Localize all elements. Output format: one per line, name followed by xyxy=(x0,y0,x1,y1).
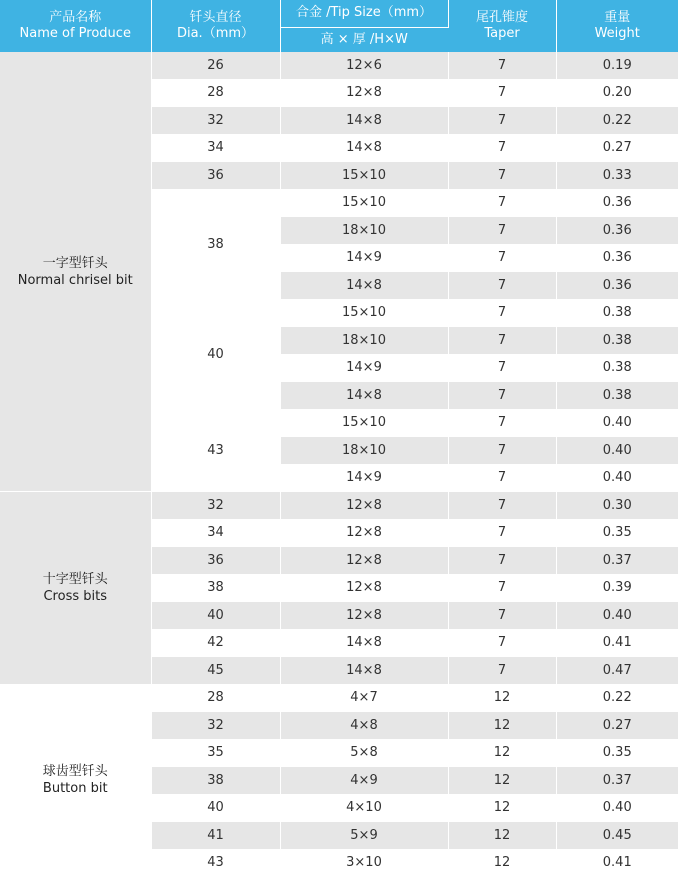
taper-cell: 7 xyxy=(448,464,556,492)
taper-cell: 7 xyxy=(448,244,556,272)
tip-cell: 4×7 xyxy=(280,684,448,712)
weight-cell: 0.36 xyxy=(556,272,678,300)
taper-cell: 7 xyxy=(448,382,556,410)
dia-cell: 41 xyxy=(151,822,280,850)
taper-cell: 7 xyxy=(448,657,556,685)
taper-cell: 12 xyxy=(448,739,556,767)
table-row xyxy=(0,684,678,712)
product-name-cross xyxy=(0,492,151,685)
taper-cell: 7 xyxy=(448,134,556,162)
product-name-button xyxy=(0,684,151,877)
taper-cell: 7 xyxy=(448,354,556,382)
tip-cell: 12×8 xyxy=(280,602,448,630)
weight-cell: 0.30 xyxy=(556,492,678,520)
taper-cell: 7 xyxy=(448,629,556,657)
weight-cell: 0.40 xyxy=(556,602,678,630)
taper-cell: 12 xyxy=(448,822,556,850)
table-row xyxy=(0,492,678,520)
weight-cell: 0.27 xyxy=(556,712,678,740)
taper-cell: 7 xyxy=(448,547,556,575)
tip-cell: 14×8 xyxy=(280,272,448,300)
weight-cell: 0.40 xyxy=(556,794,678,822)
header-taper xyxy=(448,0,556,52)
dia-cell: 43 xyxy=(151,409,280,492)
product-name-cn: 一字型钎头 xyxy=(0,255,151,272)
tip-cell: 14×9 xyxy=(280,354,448,382)
taper-cell: 7 xyxy=(448,52,556,79)
header-weight-cn: 重量 xyxy=(557,10,678,26)
dia-cell: 26 xyxy=(151,52,280,79)
tip-cell: 5×8 xyxy=(280,739,448,767)
product-name-chisel xyxy=(0,52,151,492)
dia-cell: 34 xyxy=(151,519,280,547)
weight-cell: 0.40 xyxy=(556,437,678,465)
weight-cell: 0.38 xyxy=(556,299,678,327)
table-row xyxy=(0,52,678,79)
weight-cell: 0.35 xyxy=(556,739,678,767)
taper-cell: 7 xyxy=(448,79,556,107)
tip-cell: 14×8 xyxy=(280,382,448,410)
weight-cell: 0.36 xyxy=(556,189,678,217)
dia-cell: 36 xyxy=(151,162,280,190)
weight-cell: 0.40 xyxy=(556,464,678,492)
taper-cell: 7 xyxy=(448,409,556,437)
tip-cell: 12×8 xyxy=(280,547,448,575)
weight-cell: 0.38 xyxy=(556,327,678,355)
tip-cell: 18×10 xyxy=(280,217,448,245)
header-taper-en: Taper xyxy=(449,26,556,42)
weight-cell: 0.47 xyxy=(556,657,678,685)
dia-cell: 45 xyxy=(151,657,280,685)
taper-cell: 12 xyxy=(448,767,556,795)
taper-cell: 7 xyxy=(448,272,556,300)
dia-cell: 35 xyxy=(151,739,280,767)
product-name-en: Normal chrisel bit xyxy=(0,272,151,289)
dia-cell: 28 xyxy=(151,684,280,712)
taper-cell: 7 xyxy=(448,602,556,630)
weight-cell: 0.38 xyxy=(556,382,678,410)
weight-cell: 0.45 xyxy=(556,822,678,850)
dia-cell: 38 xyxy=(151,574,280,602)
tip-cell: 4×8 xyxy=(280,712,448,740)
weight-cell: 0.38 xyxy=(556,354,678,382)
tip-cell: 15×10 xyxy=(280,299,448,327)
weight-cell: 0.36 xyxy=(556,217,678,245)
tip-cell: 15×10 xyxy=(280,189,448,217)
dia-cell: 36 xyxy=(151,547,280,575)
weight-cell: 0.22 xyxy=(556,684,678,712)
header-product xyxy=(0,0,151,52)
weight-cell: 0.37 xyxy=(556,547,678,575)
header-dia xyxy=(151,0,280,52)
dia-cell: 38 xyxy=(151,189,280,299)
tip-cell: 12×8 xyxy=(280,492,448,520)
header-product-en: Name of Produce xyxy=(0,26,151,42)
dia-cell: 32 xyxy=(151,492,280,520)
weight-cell: 0.36 xyxy=(556,244,678,272)
taper-cell: 7 xyxy=(448,519,556,547)
taper-cell: 7 xyxy=(448,189,556,217)
product-name-en: Cross bits xyxy=(0,588,151,605)
tip-cell: 12×6 xyxy=(280,52,448,79)
dia-cell: 40 xyxy=(151,299,280,409)
taper-cell: 12 xyxy=(448,849,556,877)
table-body xyxy=(0,52,678,877)
tip-cell: 15×10 xyxy=(280,162,448,190)
dia-cell: 43 xyxy=(151,849,280,877)
header-dia-en: Dia.（mm） xyxy=(152,26,280,42)
tip-cell: 15×10 xyxy=(280,409,448,437)
tip-cell: 3×10 xyxy=(280,849,448,877)
dia-cell: 28 xyxy=(151,79,280,107)
taper-cell: 7 xyxy=(448,162,556,190)
weight-cell: 0.27 xyxy=(556,134,678,162)
dia-cell: 32 xyxy=(151,712,280,740)
dia-cell: 34 xyxy=(151,134,280,162)
tip-cell: 14×8 xyxy=(280,134,448,162)
weight-cell: 0.33 xyxy=(556,162,678,190)
tip-cell: 18×10 xyxy=(280,327,448,355)
header-taper-cn: 尾孔锥度 xyxy=(449,10,556,26)
header-weight xyxy=(556,0,678,52)
taper-cell: 7 xyxy=(448,299,556,327)
tip-cell: 5×9 xyxy=(280,822,448,850)
tip-cell: 14×8 xyxy=(280,629,448,657)
weight-cell: 0.41 xyxy=(556,629,678,657)
taper-cell: 7 xyxy=(448,327,556,355)
taper-cell: 12 xyxy=(448,712,556,740)
header-weight-en: Weight xyxy=(557,26,678,42)
tip-cell: 12×8 xyxy=(280,574,448,602)
taper-cell: 7 xyxy=(448,107,556,135)
tip-cell: 14×8 xyxy=(280,657,448,685)
weight-cell: 0.22 xyxy=(556,107,678,135)
product-name-cn: 十字型钎头 xyxy=(0,571,151,588)
tip-cell: 14×9 xyxy=(280,244,448,272)
dia-cell: 32 xyxy=(151,107,280,135)
weight-cell: 0.37 xyxy=(556,767,678,795)
product-name-en: Button bit xyxy=(0,780,151,797)
taper-cell: 7 xyxy=(448,574,556,602)
weight-cell: 0.39 xyxy=(556,574,678,602)
weight-cell: 0.40 xyxy=(556,409,678,437)
tip-cell: 14×8 xyxy=(280,107,448,135)
dia-cell: 42 xyxy=(151,629,280,657)
weight-cell: 0.35 xyxy=(556,519,678,547)
dia-cell: 38 xyxy=(151,767,280,795)
dia-cell: 40 xyxy=(151,602,280,630)
tip-cell: 12×8 xyxy=(280,79,448,107)
table-header xyxy=(0,0,678,52)
weight-cell: 0.41 xyxy=(556,849,678,877)
taper-cell: 12 xyxy=(448,794,556,822)
taper-cell: 7 xyxy=(448,437,556,465)
tip-cell: 4×9 xyxy=(280,767,448,795)
header-product-cn: 产品名称 xyxy=(0,10,151,26)
tip-cell: 18×10 xyxy=(280,437,448,465)
tip-cell: 14×9 xyxy=(280,464,448,492)
tip-cell: 12×8 xyxy=(280,519,448,547)
header-tip: 合金 /Tip Size（mm） xyxy=(280,0,448,27)
weight-cell: 0.20 xyxy=(556,79,678,107)
dia-cell: 40 xyxy=(151,794,280,822)
tip-cell: 4×10 xyxy=(280,794,448,822)
taper-cell: 12 xyxy=(448,684,556,712)
header-tip-sub: 高 × 厚 /H×W xyxy=(280,27,448,52)
taper-cell: 7 xyxy=(448,492,556,520)
taper-cell: 7 xyxy=(448,217,556,245)
product-name-cn: 球齿型钎头 xyxy=(0,763,151,780)
header-dia-cn: 钎头直径 xyxy=(152,10,280,26)
weight-cell: 0.19 xyxy=(556,52,678,79)
